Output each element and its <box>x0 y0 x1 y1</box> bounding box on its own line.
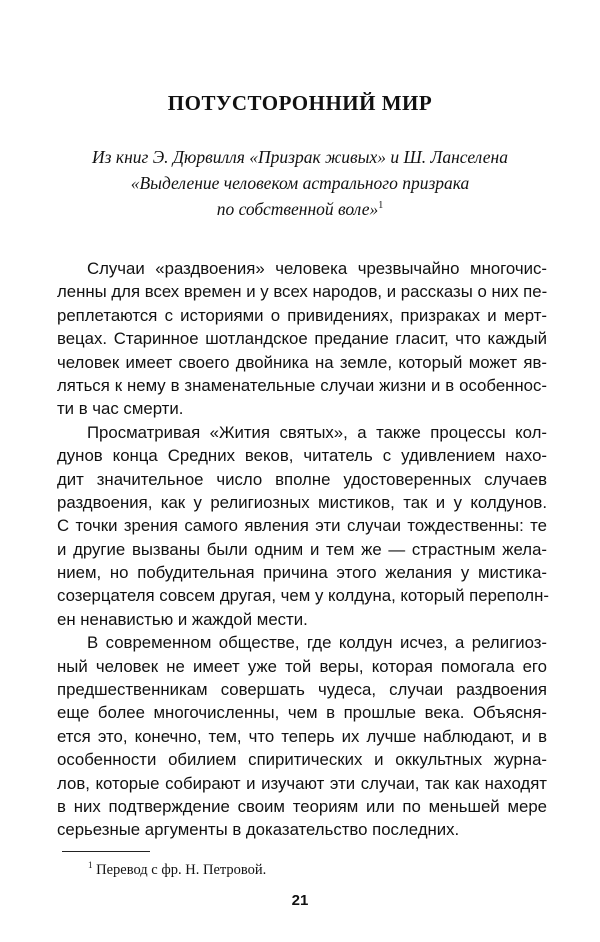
text-line: созерцателя совсем другая, чем у колдуна, который переполн- <box>57 586 549 606</box>
text-line: ленны для всех времен и у всех народов, и рассказы о них пе- <box>57 282 548 302</box>
text-line: ен ненавистью и жаждой мести. <box>57 609 308 629</box>
text-line: Случаи «раздвоения» человека чрезвычайно многочис- <box>87 259 547 278</box>
page-number: 21 <box>291 892 309 909</box>
text-line: и другие вызваны были одним и тем же — страстным жела- <box>57 539 547 559</box>
text-line: предшественникам совершать чудеса, случаи раздвоения <box>57 680 547 700</box>
text-line: ется это, конечно, тем, что теперь их лучше наблюдают, и в <box>57 726 547 746</box>
subtitle-footnote-mark: 1 <box>378 200 384 212</box>
subtitle-line: «Выделение человеком астрального призрака <box>130 173 470 193</box>
text-line: ти в час смерти. <box>57 399 184 419</box>
subtitle-line <box>40 196 560 222</box>
text-line: серьезные аргументы в доказательство последних. <box>57 820 460 840</box>
chapter-title: ПОТУСТОРОННИЙ МИР <box>167 91 433 115</box>
text-line: В современном обществе, где колдун исчез, а религиоз- <box>87 633 547 653</box>
text-line: дит значительное число вполне удостоверенных случаев <box>57 469 547 489</box>
text-line: лов, которые собирают и изучают эти случаи, так как находят <box>57 773 547 793</box>
text-line: вецах. Старинное шотландское предание гласит, что каждый <box>57 329 547 349</box>
subtitle-line-text: по собственной воле» <box>216 199 379 219</box>
text-line: С точки зрения самого явления эти случаи тождественны: те <box>57 516 547 536</box>
paragraph-1 <box>57 257 547 421</box>
footnote-mark: 1 <box>88 860 93 871</box>
text-line: нием, но побудительная причина этого желания у мистика- <box>57 563 547 583</box>
text-line: раздвоения, как у религиозных мистиков, так и у колдунов. <box>57 492 547 512</box>
text-line: человек имеет своего двойника на земле, который может яв- <box>57 352 547 372</box>
text-line: ный человек не имеет уже той веры, которая помогала его <box>57 656 547 676</box>
subtitle-line: Из книг Э. Дюрвилля «Призрак живых» и Ш. Ланселена <box>92 147 508 167</box>
paragraph-3 <box>57 631 547 842</box>
footnote-text: Перевод с фр. Н. Петровой. <box>92 862 267 878</box>
text-line: особенности обилием спиритических и оккультных журна- <box>57 750 547 770</box>
text-line: еще более многочисленны, чем в прошлые века. Объясня- <box>57 703 547 723</box>
text-line: дунов конца Средних веков, читатель с удивлением нахо- <box>57 446 547 466</box>
body-text <box>57 257 547 842</box>
paragraph-2 <box>57 421 547 632</box>
footnote-divider <box>62 851 150 852</box>
text-line: в них подтверждение своим теориям или по меньшей мере <box>57 796 547 816</box>
text-line: ляться к нему в знаменательные случаи жизни и в особеннос- <box>57 375 547 395</box>
chapter-subtitle <box>40 144 560 222</box>
footnote <box>88 862 266 879</box>
text-line: реплетаются с историями о привидениях, призраках и мерт- <box>57 305 547 325</box>
text-line: Просматривая «Жития святых», а также процессы кол- <box>87 422 547 442</box>
